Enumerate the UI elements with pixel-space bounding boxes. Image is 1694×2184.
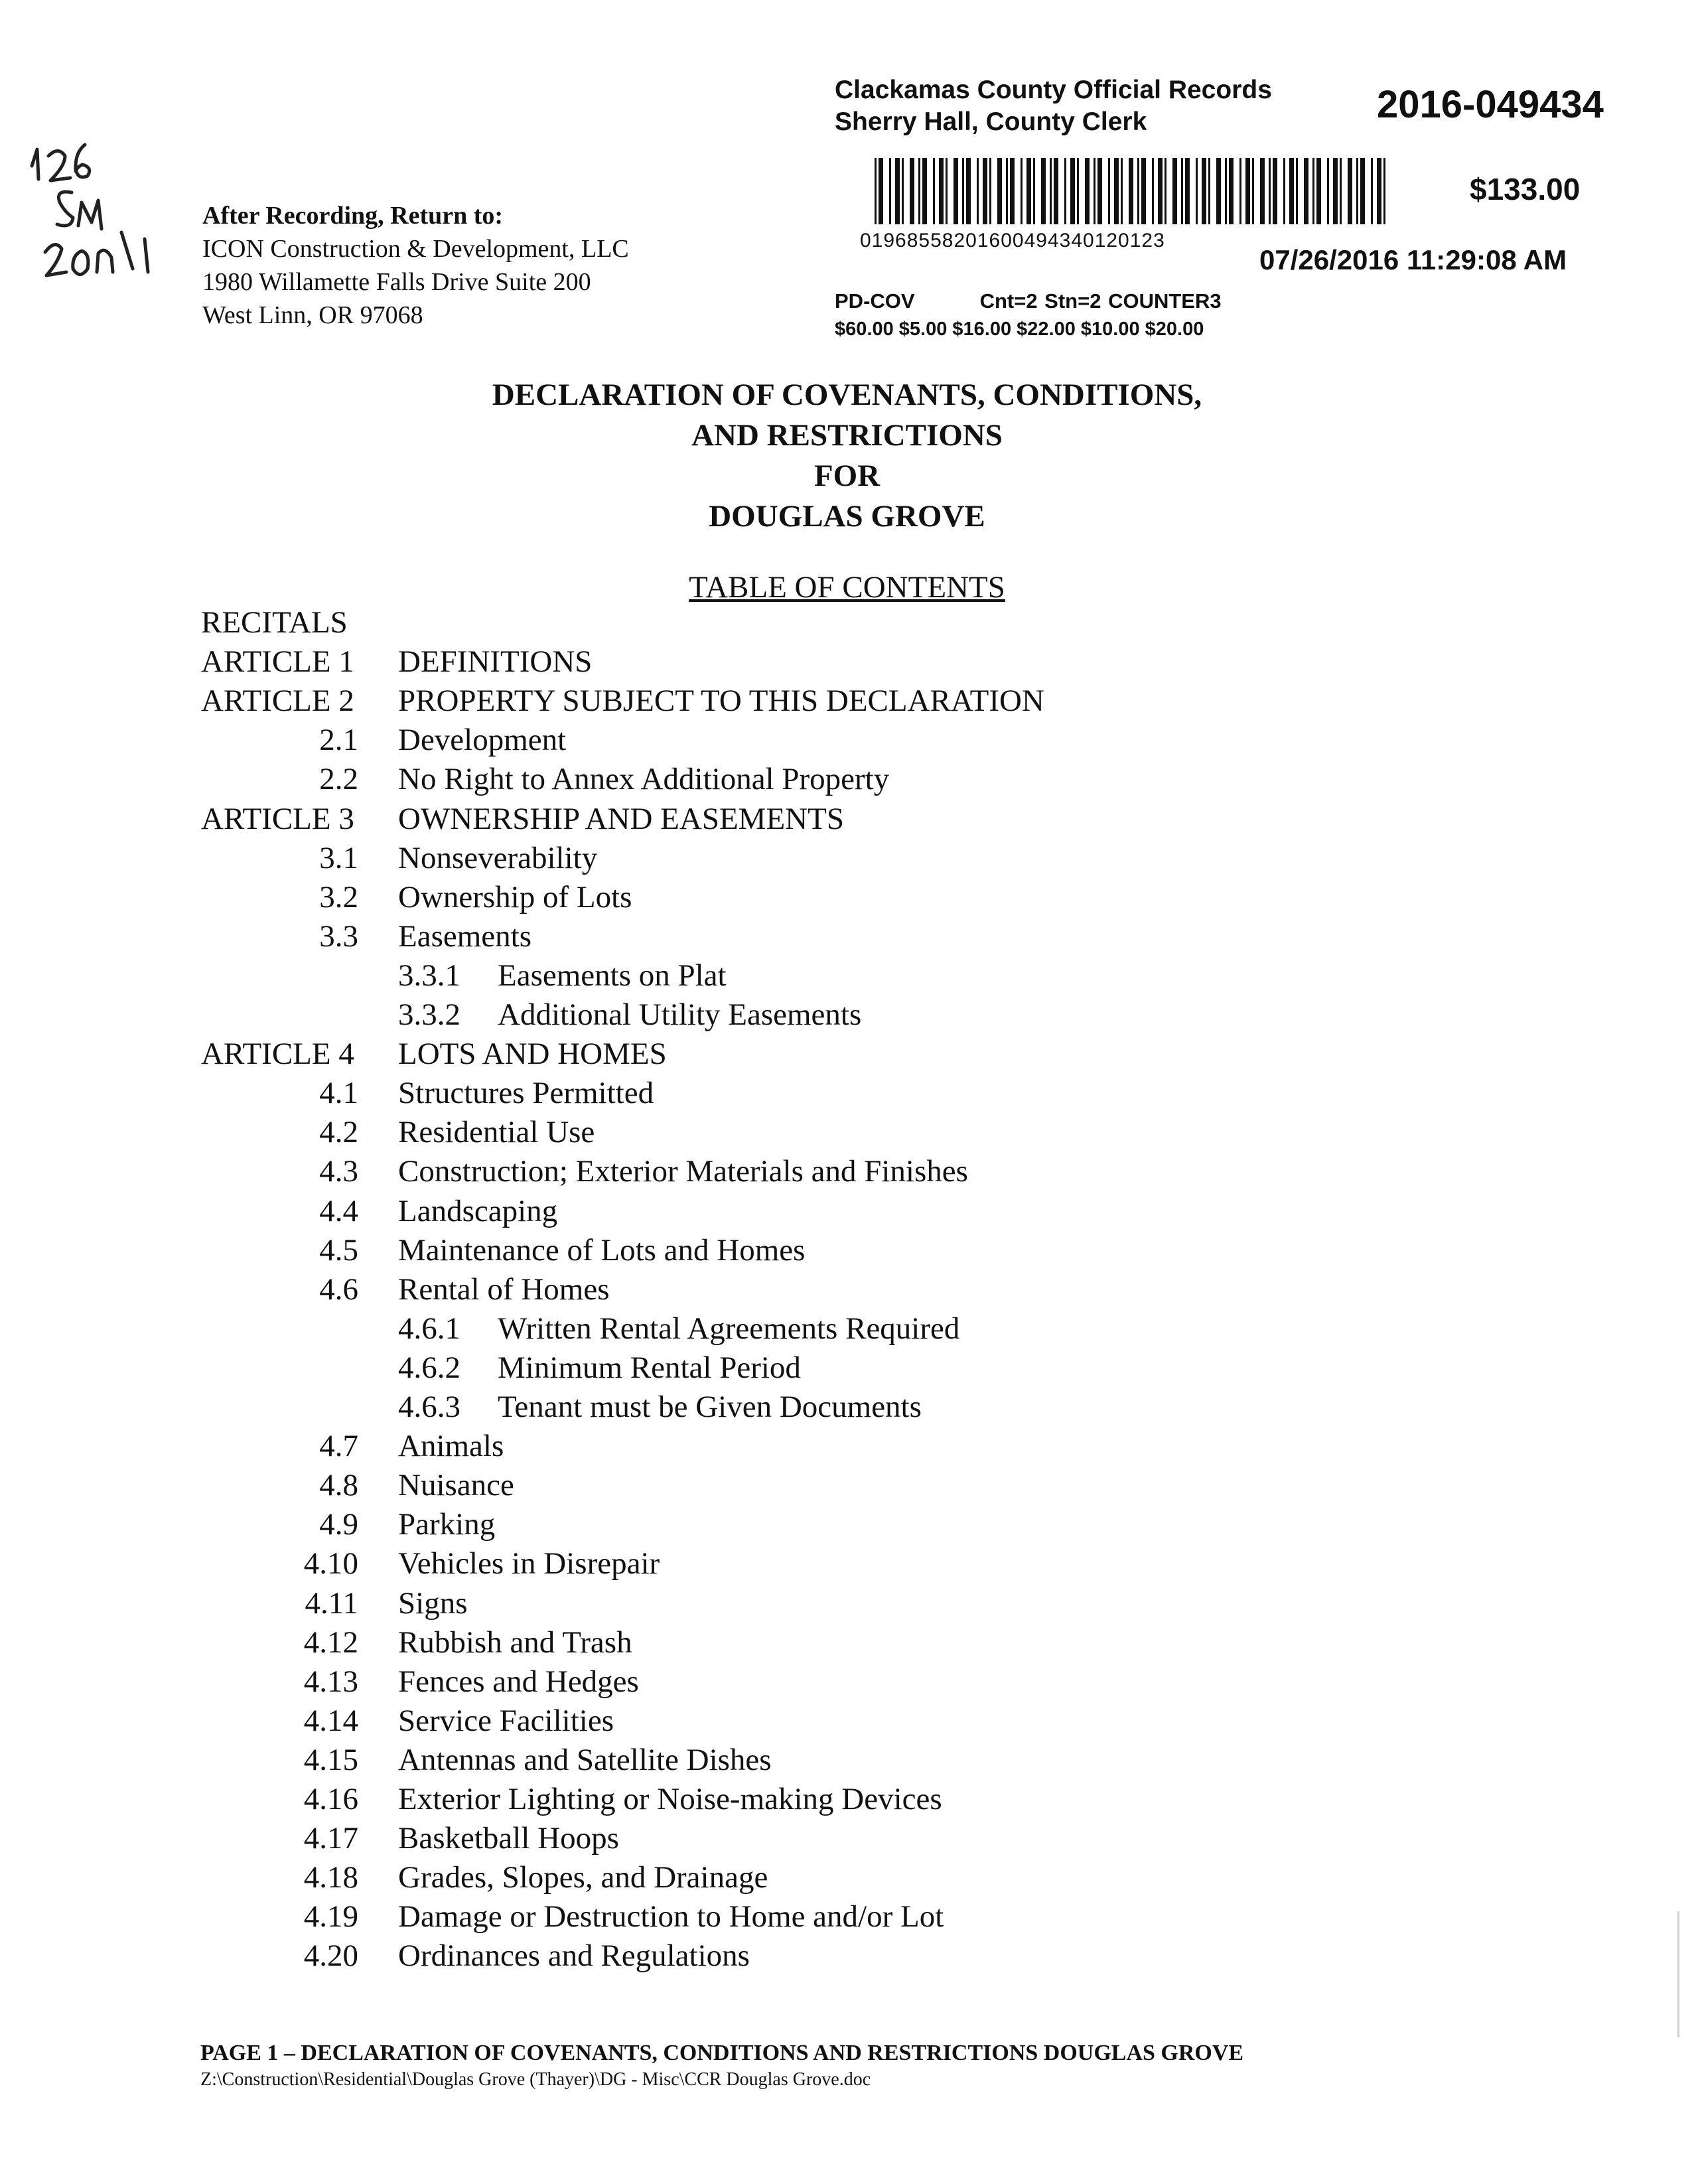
toc-item-label: Grades, Slopes, and Drainage — [398, 1860, 768, 1895]
title-line: FOR — [813, 459, 881, 493]
toc-item-number: 4.18 — [303, 1860, 358, 1895]
recording-office — [835, 74, 1272, 138]
toc-item-number: 4.6.2 — [398, 1350, 460, 1385]
toc-item-label: Animals — [398, 1429, 504, 1463]
toc-item-number: 4.9 — [319, 1507, 358, 1542]
toc-item-label: Construction; Exterior Materials and Finishes — [398, 1154, 968, 1189]
page-footer-label: PAGE 1 – DECLARATION OF COVENANTS, CONDITIONS AND RESTRICTIONS DOUGLAS GROVE — [200, 2041, 1244, 2065]
toc-item-label: Nonseverability — [398, 841, 598, 875]
recording-code-line — [835, 289, 1222, 313]
file-path: Z:\Construction\Residential\Douglas Grove (Thayer)\DG - Misc\CCR Douglas Grove.doc — [200, 2069, 871, 2090]
recording-code: PD-COV — [835, 289, 915, 313]
toc-item-label: Landscaping — [398, 1194, 558, 1228]
toc-item-label: Ownership of Lots — [398, 880, 632, 914]
toc-item-label: OWNERSHIP AND EASEMENTS — [398, 802, 844, 836]
toc-item-label: Tenant must be Given Documents — [498, 1390, 922, 1424]
return-address-line: 1980 Willamette Falls Drive Suite 200 — [202, 268, 591, 296]
toc-item-number: 2.2 — [319, 762, 358, 796]
toc-item-number: 4.6.3 — [398, 1390, 460, 1424]
toc-item-label: Structures Permitted — [398, 1076, 654, 1110]
toc-item-number: 4.19 — [303, 1899, 358, 1934]
toc-item-number: 3.2 — [319, 880, 358, 914]
toc-item-number: 4.15 — [303, 1743, 358, 1777]
toc-item-label: DEFINITIONS — [398, 644, 593, 679]
return-address-line: ICON Construction & Development, LLC — [202, 235, 629, 263]
toc-item-number: ARTICLE 1 — [201, 644, 354, 679]
toc-item-label: Nuisance — [398, 1468, 514, 1502]
toc-item-number: 4.4 — [319, 1194, 358, 1228]
title-line: DECLARATION OF COVENANTS, CONDITIONS, — [492, 378, 1202, 412]
toc-item-number: ARTICLE 4 — [201, 1037, 354, 1071]
toc-item-number: 3.3.1 — [398, 958, 460, 993]
toc-item-label: Basketball Hoops — [398, 1821, 619, 1856]
toc-item-label: PROPERTY SUBJECT TO THIS DECLARATION — [398, 684, 1044, 718]
scan-edge-line — [1677, 1911, 1679, 2037]
toc-item-number: 4.11 — [305, 1586, 358, 1621]
toc-item-number: ARTICLE 2 — [201, 684, 354, 718]
toc-item-label: Exterior Lighting or Noise-making Devices — [398, 1782, 942, 1816]
toc-item-label: Minimum Rental Period — [498, 1350, 801, 1385]
toc-item-number: 4.1 — [319, 1076, 358, 1110]
barcode — [875, 158, 1389, 224]
return-address-line: West Linn, OR 97068 — [202, 301, 423, 329]
toc-item-number: 4.13 — [303, 1664, 358, 1699]
recording-datetime: 07/26/2016 11:29:08 AM — [1259, 244, 1567, 275]
toc-item-number: 2.1 — [319, 723, 358, 757]
handwritten-note — [19, 139, 184, 312]
toc-item-number: 4.6.1 — [398, 1311, 460, 1346]
toc-item-label: LOTS AND HOMES — [398, 1037, 667, 1071]
toc-item-label: Easements — [398, 919, 531, 954]
toc-item-label: Written Rental Agreements Required — [498, 1311, 960, 1346]
toc-item-number: 4.6 — [319, 1272, 358, 1307]
toc-item-label: Parking — [398, 1507, 496, 1542]
document-number: 2016-049434 — [1377, 83, 1604, 126]
county-records-label: Clackamas County Official Records — [835, 76, 1272, 104]
toc-item-number: 4.17 — [303, 1821, 358, 1856]
toc-item-number: 4.16 — [303, 1782, 358, 1816]
toc-item-number: 3.3 — [319, 919, 358, 954]
document-title — [0, 375, 1694, 537]
toc-item-number: 4.7 — [319, 1429, 358, 1463]
toc-item-label: Fences and Hedges — [398, 1664, 639, 1699]
toc-item-number: 4.2 — [319, 1115, 358, 1149]
toc-item-label: Rubbish and Trash — [398, 1625, 632, 1660]
toc-item-number: 4.12 — [303, 1625, 358, 1660]
barcode-number: 01968558201600494340120123 — [860, 230, 1165, 252]
toc-item-label: Additional Utility Easements — [498, 997, 862, 1032]
toc-item-label: No Right to Annex Additional Property — [398, 762, 890, 796]
title-line: DOUGLAS GROVE — [709, 499, 985, 534]
recording-counts: Cnt=2 Stn=2 COUNTER3 — [979, 289, 1222, 313]
toc-item-label: Antennas and Satellite Dishes — [398, 1743, 772, 1777]
toc-item-label: Damage or Destruction to Home and/or Lot — [398, 1899, 944, 1934]
return-address — [202, 199, 629, 332]
toc-item-label: Vehicles in Disrepair — [398, 1546, 660, 1581]
toc-heading: TABLE OF CONTENTS — [689, 570, 1005, 605]
toc-item-number: ARTICLE 3 — [201, 802, 354, 836]
toc-item-number: 4.3 — [319, 1154, 358, 1189]
recording-amounts: $60.00 $5.00 $16.00 $22.00 $10.00 $20.00 — [835, 319, 1204, 340]
toc-item-number: 4.20 — [303, 1938, 358, 1973]
toc-item-label: Signs — [398, 1586, 468, 1621]
toc-item-number: 3.1 — [319, 841, 358, 875]
toc-item-number: 4.14 — [303, 1704, 358, 1738]
recording-fee: $133.00 — [1470, 172, 1581, 206]
toc-item-label: Development — [398, 723, 567, 757]
toc-item-label: Maintenance of Lots and Homes — [398, 1233, 806, 1268]
toc-item-label: Easements on Plat — [498, 958, 727, 993]
toc-item-number: 3.3.2 — [398, 997, 460, 1032]
toc-item-label: Service Facilities — [398, 1704, 614, 1738]
return-address-heading: After Recording, Return to: — [202, 202, 504, 230]
toc-item-number: 4.5 — [319, 1233, 358, 1268]
toc-item-number: 4.10 — [303, 1546, 358, 1581]
title-line: AND RESTRICTIONS — [691, 418, 1003, 453]
toc-item-label: Rental of Homes — [398, 1272, 610, 1307]
toc-item-label: Residential Use — [398, 1115, 595, 1149]
county-clerk-label: Sherry Hall, County Clerk — [835, 108, 1147, 136]
toc-item-label: Ordinances and Regulations — [398, 1938, 750, 1973]
toc-item-number: 4.8 — [319, 1468, 358, 1502]
toc-item-number: RECITALS — [201, 605, 348, 640]
